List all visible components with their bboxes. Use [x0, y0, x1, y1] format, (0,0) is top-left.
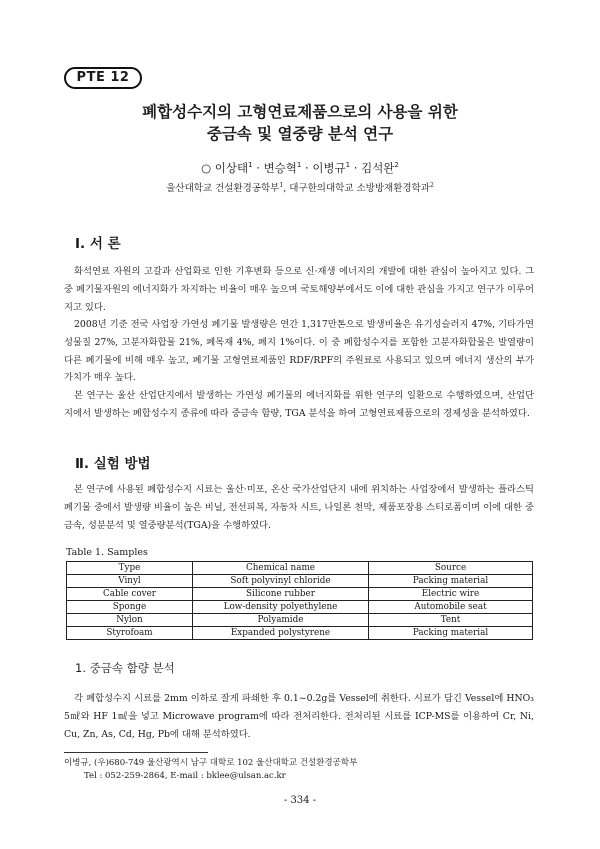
affiliation-line: 울산대학교 건설환경공학부$^1$, 대구한의대학교 소방방재환경학과$^2$ [166, 181, 434, 194]
table-row [67, 588, 533, 601]
section-heading-methods: Ⅱ. 실험 방법 [75, 456, 151, 472]
author-2-mark: 1 [296, 161, 302, 170]
table-cell: Soft polyvinyl chloride [193, 575, 369, 588]
table-cell: Packing material [369, 627, 533, 640]
table-row [67, 575, 533, 588]
table-cell: Styrofoam [67, 627, 193, 640]
affiliation-2: 대구한의대학교 소방방재환경학과 [289, 183, 430, 194]
methods-paragraph-1: 본 연구에 사용된 폐합성수지 시료는 울산·미포, 온산 국가산업단지 내에 위치하는 사업장에서 발생하는 플라스틱 폐기물 중에서 발생량 비율이 높은 비닐, 전선피복, 자동차 시트, 나일론 천막, 제품포장용 스티로폼이며 이에 대한 중금속, 성분분석 및 열중량분석(TGA)을 수행하였다. [64, 484, 534, 531]
table-cell: Vinyl [67, 575, 193, 588]
presenter-circle: ○ [201, 161, 212, 175]
intro-paragraph-1: 화석연료 자원의 고갈과 산업화로 인한 기후변화 등으로 신·재생 에너지의 개발에 대한 관심이 높아지고 있다. 그 중 폐기물자원의 에너지화가 차지하는 비율이 매우 높으며 국토해양부에서도 이에 대한 관심을 가지고 연구가 이루어지고 있다. [64, 266, 534, 313]
table-row [67, 614, 533, 627]
table-cell: Expanded polystyrene [193, 627, 369, 640]
author-2: 변승혁 [263, 161, 297, 175]
paper-title-line-1: 폐합성수지의 고형연료제품으로의 사용을 위한 [142, 103, 458, 121]
table-cell: Silicone rubber [193, 588, 369, 601]
intro-paragraph-3: 본 연구는 울산 산업단지에서 발생하는 가연성 폐기물의 에너지화를 위한 연구의 일환으로 수행하였으며, 산업단지에서 발생하는 폐합성수지 종류에 따라 중금속 함량, TGA 분석을 하여 고형연료제품으로의 경제성을 분석하였다. [64, 390, 534, 419]
affiliation-1-mark: 1 [279, 181, 284, 189]
table-cell: Cable cover [67, 588, 193, 601]
affiliation-2-mark: 2 [429, 181, 434, 189]
table-row [67, 601, 533, 614]
author-1: 이상태 [214, 161, 249, 175]
paper-title-line-2: 중금속 및 열중량 분석 연구 [206, 125, 394, 143]
heavy-metals-paragraph: 각 폐합성수지 시료를 2mm 이하로 잘게 파쇄한 후 0.1~0.2g를 Vessel에 취한다. 시료가 담긴 Vessel에 HNO₃ 5㎖와 HF 1㎖을 넣고 Microwave program에 따라 전처리한다. 전처리된 시료를 ICP-MS를 이용하여 Cr, Ni, Cu, Zn, As, Cd, Hg, Pb에 대해 분석하였다. [64, 693, 534, 740]
table-cell: Electric wire [369, 588, 533, 601]
footnote-contact: Tel : 052-259-2864, E-mail : bklee@ulsan.ac.kr [84, 771, 286, 781]
table-row [67, 627, 533, 640]
footnote-address: 이병규, (우)680-749 울산광역시 남구 대학로 102 울산대학교 건설환경공학부 [64, 758, 358, 768]
author-4: 김석완 [361, 161, 395, 175]
section-heading-intro: Ⅰ. 서 론 [75, 236, 121, 252]
author-list [0, 160, 600, 176]
table-cell: Packing material [369, 575, 533, 588]
table-cell: Tent [369, 614, 533, 627]
table-header-cell: Chemical name [193, 562, 369, 575]
footnote-divider [64, 752, 208, 753]
table-cell: Sponge [67, 601, 193, 614]
author-1-mark: 1 [248, 161, 253, 170]
author-4-mark: 2 [394, 161, 399, 170]
table-cell: Low-density polyethylene [193, 601, 369, 614]
table-header-cell: Type [67, 562, 193, 575]
intro-paragraph-2: 2008년 기준 전국 사업장 가연성 폐기물 발생량은 연간 1,317만톤으로 발생비율은 유기성슬러지 47%, 기타가연성물질 27%, 고분자화합물 21%, 폐목재 4%, 폐지 1%이다. 이 중 폐합성수지를 포함한 고분자화합물은 발열량이 다른 폐기물에 비해 매우 높고, 폐기물 고형연료제품인 RDF/RPF의 주원료로 사용되고 있으며 에너지 생산의 부가가치가 매우 높다. [64, 319, 534, 384]
table-cell: Nylon [67, 614, 193, 627]
subsection-heading-heavy-metals: 1. 중금속 함량 분석 [75, 661, 175, 675]
samples-table [66, 561, 533, 640]
page-number: - 334 - [283, 795, 317, 806]
session-badge: PTE 12 [64, 67, 142, 89]
table-cell: Automobile seat [369, 601, 533, 614]
affiliation-1: 울산대학교 건설환경공학부 [166, 183, 280, 194]
author-separator: · [305, 161, 309, 175]
table-caption: Table 1. Samples [66, 547, 148, 558]
table-header-cell: Source [369, 562, 533, 575]
author-3: 이병규 [312, 161, 346, 175]
author-separator: · [353, 161, 358, 175]
table-header-row [67, 562, 533, 575]
author-separator: · [256, 161, 260, 175]
author-3-mark: 1 [345, 161, 351, 170]
table-cell: Polyamide [193, 614, 369, 627]
